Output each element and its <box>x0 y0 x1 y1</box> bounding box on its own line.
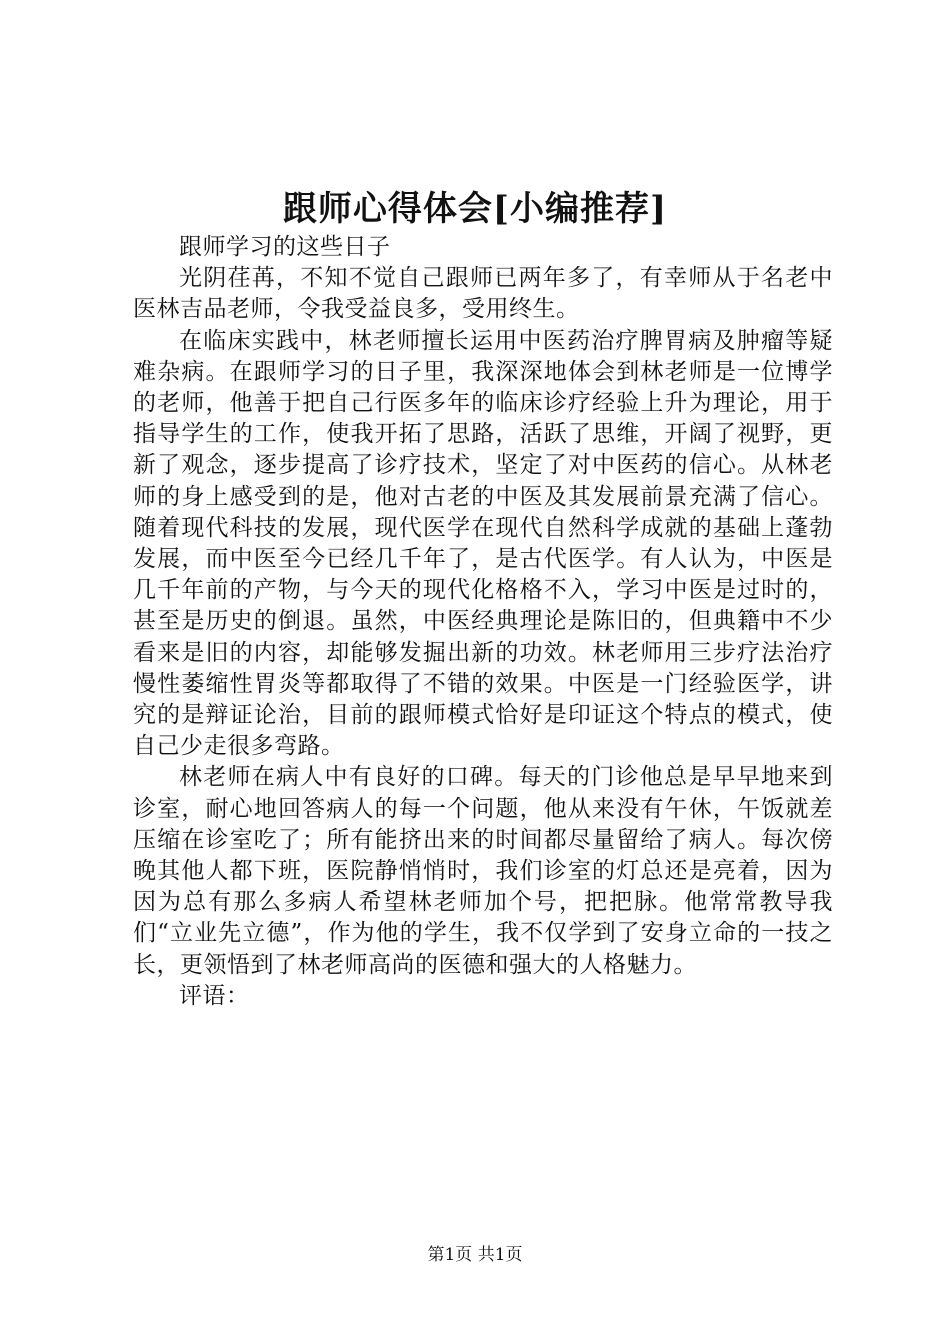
paragraph-subtitle: 跟师学习的这些日子 <box>179 234 391 260</box>
paragraph-3: 林老师在病人中有良好的口碑。每天的门诊他总是早早地来到诊室，耐心地回答病人的每一个问题，他从来没有午休，午饭就差压缩在诊室吃了；所有能挤出来的时间都尽量留给了病人。每次傍晚其他人都下班，医院静悄悄时，我们诊室的灯总还是亮着，因为因为总有那么多病人希望林老师加个号，把把脉。他常常教导我们“立业先立德”，作为他的学生，我不仅学到了安身立命的一技之长，更领悟到了林老师高尚的医德和强大的人格魅力。 <box>133 764 833 978</box>
paragraph-2: 在临床实践中，林老师擅长运用中医药治疗脾胃病及肿瘤等疑难杂病。在跟师学习的日子里，我深深地体会到林老师是一位博学的老师，他善于把自己行医多年的临床诊疗经验上升为理论，用于指导学生的工作，使我开拓了思路，活跃了思维，开阔了视野，更新了观念，逐步提高了诊疗技术，坚定了对中医药的信心。从林老师的身上感受到的是，他对古老的中医及其发展前景充满了信心。随着现代科技的发展，现代医学在现代自然科学成就的基础上蓬勃发展，而中医至今已经几千年了，是古代医学。有人认为，中医是几千年前的产物，与今天的现代化格格不入，学习中医是过时的，甚至是历史的倒退。虽然，中医经典理论是陈旧的，但典籍中不少看来是旧的内容，却能够发掘出新的功效。林老师用三步疗法治疗慢性萎缩性胃炎等都取得了不错的效果。中医是一门经验医学，讲究的是辩证论治，目前的跟师模式恰好是印证这个特点的模式，使自己少走很多弯路。 <box>133 327 833 760</box>
document-body <box>133 232 833 1012</box>
paragraph-comment-label: 评语： <box>179 982 250 1009</box>
page-footer: 第1页 共1页 <box>427 1245 523 1265</box>
page-title: 跟师心得体会[小编推荐] <box>282 189 668 229</box>
paragraph-1: 光阴荏苒，不知不觉自己跟师已两年多了，有幸师从于名老中医林吉品老师，令我受益良多，受用终生。 <box>133 265 833 323</box>
